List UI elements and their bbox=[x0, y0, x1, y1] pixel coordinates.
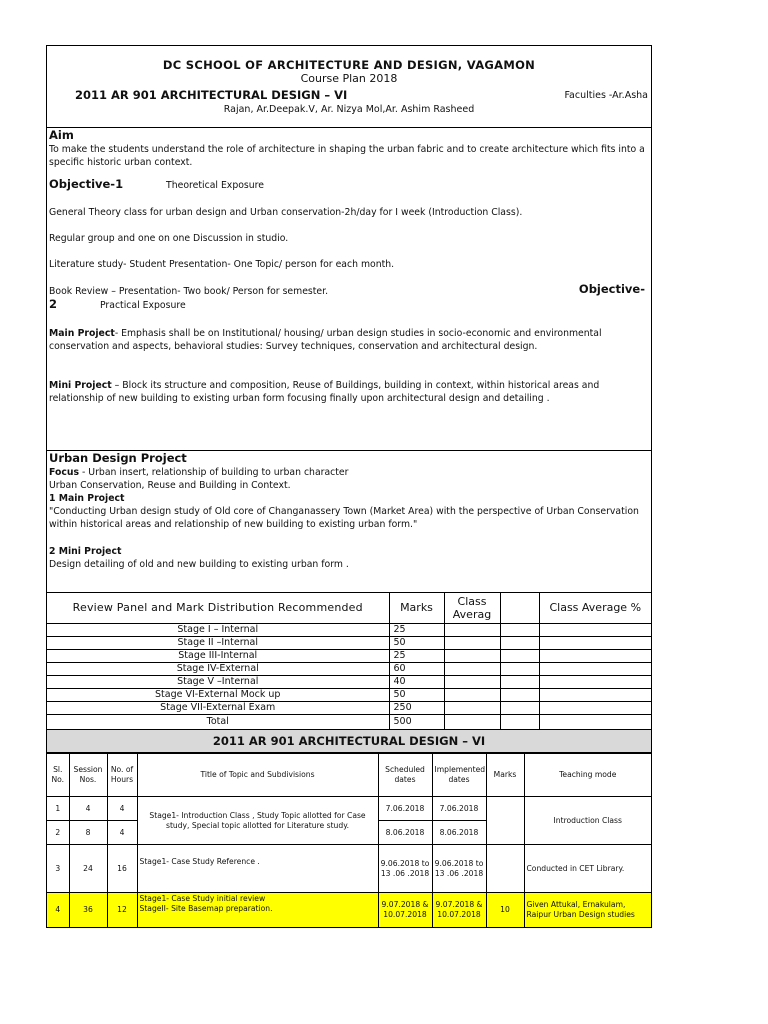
course-plan-sheet bbox=[46, 45, 652, 928]
main-project-text: Main Project- Emphasis shall be on Institutional/ housing/ urban design studies in socio-economic and environmental conservation and aspects, behavioral studies: Survey techniques, conservation and architectural design. bbox=[49, 328, 602, 352]
document-header bbox=[47, 46, 651, 128]
school-name: DC SCHOOL OF ARCHITECTURE AND DESIGN, VAGAMON bbox=[162, 58, 536, 72]
objective-1 bbox=[49, 178, 647, 192]
objective-2-label: Objective- bbox=[578, 282, 645, 296]
blank-header bbox=[500, 593, 539, 624]
focus-label: Focus bbox=[49, 467, 80, 478]
theory-class-text: General Theory class for urban design and Urban conservation-2h/day for I week (Introduction Class). bbox=[49, 207, 523, 218]
table-row-highlighted: 4 36 12 Stage1- Case Study initial review StageII- Site Basemap preparation. 9.07.2018 & 10.07.2018 9.07.2018 & 10.07.2018 10 Given Attukal, Ernakulam, Raipur Urban Design studies bbox=[47, 893, 651, 927]
marks-row: Stage IV-External 60 bbox=[47, 663, 651, 676]
table-row: 2 8 4 8.06.2018 8.06.2018 bbox=[47, 821, 651, 845]
marks-row: Stage VII-External Exam 250 bbox=[47, 702, 651, 715]
main-project-heading: 1 Main Project bbox=[49, 493, 125, 504]
book-review-text: Book Review – Presentation- Two book/ Person for semester. bbox=[49, 286, 329, 297]
teaching-mode-header: Teaching mode bbox=[524, 754, 651, 797]
scheduled-dates-header: Scheduled dates bbox=[378, 754, 432, 797]
marks-header: Marks bbox=[389, 593, 444, 624]
marks-row: Stage II –Internal 50 bbox=[47, 637, 651, 650]
session-nos-header: Session Nos. bbox=[69, 754, 107, 797]
course-plan-year: Course Plan 2018 bbox=[300, 72, 398, 85]
marks-total-row: Total 500 bbox=[47, 715, 651, 730]
schedule-header-row bbox=[47, 754, 651, 797]
objective-1-value: Theoretical Exposure bbox=[166, 180, 264, 191]
table-row: 3 24 16 Stage1- Case Study Reference . 9.06.2018 to 13 .06 .2018 9.06.2018 to 13 .06 .2018 Conducted in CET Library. bbox=[47, 845, 651, 893]
merged-mode-cell: Introduction Class bbox=[524, 797, 651, 845]
hours-header: No. of Hours bbox=[107, 754, 137, 797]
marks-header-row bbox=[47, 593, 651, 624]
mini-project-description: Design detailing of old and new building to existing urban form . bbox=[49, 559, 349, 570]
objective-1-label: Objective-1 bbox=[49, 177, 124, 191]
urban-design-project-section bbox=[47, 451, 651, 593]
course-title: 2011 AR 901 ARCHITECTURAL DESIGN – VI bbox=[75, 88, 348, 102]
main-project-description: "Conducting Urban design study of Old core of Changanassery Town (Market Area) with the perspective of Urban Conservation within historical areas and relationship of new building to existing urban form." bbox=[49, 506, 639, 530]
marks-row: Stage I – Internal 25 bbox=[47, 624, 651, 637]
udp-title: Urban Design Project bbox=[49, 451, 187, 465]
udp-line2: Urban Conservation, Reuse and Building in Context. bbox=[49, 480, 291, 491]
mini-project-heading: 2 Mini Project bbox=[49, 546, 122, 557]
marks-row: Stage V –Internal 40 bbox=[47, 676, 651, 689]
faculties-names: Rajan, Ar.Deepak.V, Ar. Nizya Mol,Ar. Ashim Rasheed bbox=[223, 104, 475, 115]
aim-title: Aim bbox=[49, 128, 74, 142]
aim-text: To make the students understand the role of architecture in shaping the urban fabric and to create architecture which fits into a specific historic urban context. bbox=[49, 144, 645, 168]
marks-row: Stage III-Internal 25 bbox=[47, 650, 651, 663]
table-row: 1 4 4 Stage1- Introduction Class , Study Topic allotted for Case study, Special topic allotted for Literature study. 7.06.2018 7.06.2018 Introduction Class bbox=[47, 797, 651, 821]
aim-section bbox=[47, 128, 651, 451]
marks-header: Marks bbox=[486, 754, 524, 797]
main-project-label: Main Project bbox=[49, 328, 115, 339]
faculties-label: Faculties -Ar.Asha bbox=[564, 90, 648, 101]
marks-row: Stage VI-External Mock up 50 bbox=[47, 689, 651, 702]
class-average-header: Class Averag bbox=[444, 593, 500, 624]
objective-2-number: 2 bbox=[49, 297, 58, 311]
udp-focus: Focus - Urban insert, relationship of building to urban character bbox=[49, 467, 349, 478]
merged-topic-cell: Stage1- Introduction Class , Study Topic allotted for Case study, Special topic allotted for Literature study. bbox=[137, 797, 378, 845]
schedule-table bbox=[47, 753, 651, 927]
marks-distribution-table bbox=[47, 593, 651, 730]
objective-2 bbox=[49, 298, 647, 312]
review-panel-header: Review Panel and Mark Distribution Recommended bbox=[47, 593, 389, 624]
implemented-dates-header: Implemented dates bbox=[432, 754, 486, 797]
mini-project-label: Mini Project bbox=[49, 380, 112, 391]
objective-2-value: Practical Exposure bbox=[99, 300, 186, 311]
title-header: Title of Topic and Subdivisions bbox=[137, 754, 378, 797]
class-average-pct-header: Class Average % bbox=[539, 593, 651, 624]
discussion-text: Regular group and one on one Discussion in studio. bbox=[49, 233, 289, 244]
mini-project-text: Mini Project – Block its structure and composition, Reuse of Buildings, building in context, within historical areas and relationship of new building to existing urban form focusing finally upon architectural design and detailing . bbox=[49, 380, 600, 404]
sl-no-header: Sl. No. bbox=[47, 754, 69, 797]
literature-study-text: Literature study- Student Presentation- One Topic/ person for each month. bbox=[49, 259, 395, 270]
schedule-title-band: 2011 AR 901 ARCHITECTURAL DESIGN – VI bbox=[47, 730, 651, 753]
